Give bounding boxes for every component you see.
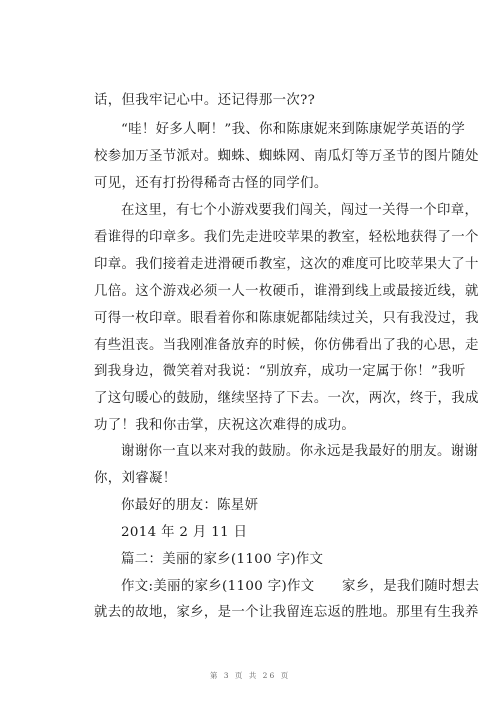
date-line: 2014 年 2 月 11 日 bbox=[121, 525, 248, 540]
text-line: 话，但我牢记心中。还记得那一次?? bbox=[94, 93, 316, 108]
text-line: 印章。我们接着走进滑硬币教室，这次的难度可比咬苹果大了十 bbox=[94, 257, 479, 272]
text-line: 了这句暖心的鼓励，继续坚持了下去。一次，两次，终于，我成 bbox=[94, 391, 479, 406]
section-heading: 篇二：美丽的家乡(1100 字)作文 bbox=[121, 552, 324, 567]
page-number-footer: 第 3 页 共 26 页 bbox=[209, 671, 291, 680]
text-line: 谢谢你一直以来对我的鼓励。你永远是我最好的朋友。谢谢 bbox=[121, 444, 479, 459]
text-line: 功了！我和你击掌，庆祝这次难得的成功。 bbox=[94, 418, 356, 433]
signature-line: 你最好的朋友：陈星妍 bbox=[121, 498, 259, 513]
text-line: 几倍。这个游戏必须一人一枚硬币，谁滑到线上或最接近线，就 bbox=[94, 284, 479, 299]
text-line: 你，刘睿凝！ bbox=[94, 471, 177, 486]
text-line: 就去的故地，家乡，是一个让我留连忘返的胜地。那里有生我养 bbox=[94, 605, 479, 620]
text-line: 在这里，有七个小游戏要我们闯关，闯过一关得一个印章， bbox=[121, 203, 479, 218]
text-line: “哇！好多人啊！”我、你和陈康妮来到陈康妮学英语的学 bbox=[121, 122, 466, 137]
text-line: 有些沮丧。当我刚准备放弃的时候，你仿佛看出了我的心思，走 bbox=[94, 338, 479, 353]
text-line: 校参加万圣节派对。蜘蛛、蜘蛛网、南瓜灯等万圣节的图片随处 bbox=[94, 149, 479, 164]
text-line: 看谁得的印章多。我们先走进咬苹果的教室，轻松地获得了一个 bbox=[94, 230, 479, 245]
text-line: 到我身边，微笑着对我说：“别放弃，成功一定属于你！”我听 bbox=[94, 364, 466, 379]
text-line: 作文:美丽的家乡(1100 字)作文 家乡，是我们随时想去 bbox=[121, 579, 480, 594]
text-line: 可见，还有打扮得稀奇古怪的同学们。 bbox=[94, 176, 328, 191]
text-line: 可得一枚印章。眼看着你和陈康妮都陆续过关，只有我没过，我 bbox=[94, 311, 479, 326]
